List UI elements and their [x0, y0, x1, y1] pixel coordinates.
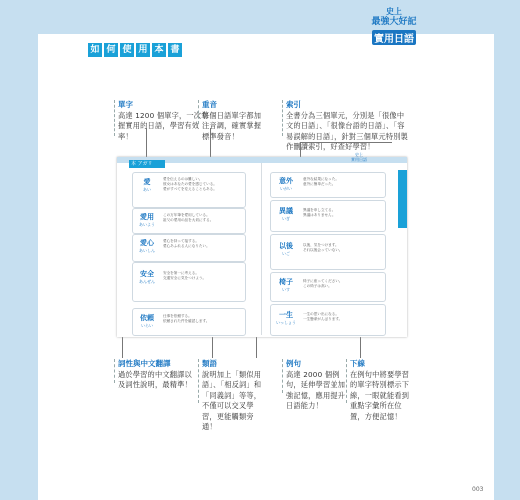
spread-logo-line: 實用日語: [351, 157, 367, 162]
page-title: [88, 43, 182, 57]
note-title: 詞性與中文翻譯: [118, 359, 171, 368]
note-text: 每個日語單字都加注音調，確實掌握標準發音！: [202, 110, 262, 141]
spread-side-tab: [398, 170, 407, 228]
note-accent: [202, 100, 268, 142]
example-sentence: 以後、気をつけます。: [303, 243, 339, 247]
word-card: [270, 234, 386, 270]
entry-word: 椅子: [279, 278, 293, 286]
entry-word: 愛用: [140, 213, 154, 221]
guide-line: [198, 359, 199, 403]
note-text: 高達 2000 個例句，延伸學習並加強記憶，應用提升日語能力！: [286, 369, 346, 410]
word-card: [132, 208, 246, 234]
word-card: [132, 234, 246, 262]
title-char: 書: [168, 43, 182, 57]
pointer-line: [300, 142, 392, 143]
entry-kana: いご: [282, 251, 290, 256]
note-underline: [350, 359, 414, 422]
note-word: [118, 100, 210, 142]
word-card: [132, 262, 246, 302]
note-title: 索引: [286, 100, 301, 109]
note-pos: [118, 359, 194, 391]
entry-kana: いがい: [280, 186, 292, 191]
example-sentence: 異議はありません。: [303, 213, 336, 217]
example-sentence: 一生懸命がんばります。: [303, 317, 343, 321]
logo-line-3: 實用日語: [372, 30, 416, 45]
example-sentence: 椅子に座ってください。: [303, 279, 343, 283]
entry-word: 依頼: [140, 314, 154, 322]
word-card: [270, 304, 386, 336]
word-card: [270, 172, 386, 198]
entry-kana: あいしん: [139, 248, 155, 253]
guide-line: [114, 359, 115, 383]
entry-word: 愛: [143, 178, 151, 186]
spread-logo: [344, 152, 374, 166]
title-char: 如: [88, 43, 102, 57]
note-text: 在例句中將要學習的單字特別標示下線，一眼就能看到重點字彙所在位置，方便記憶！: [350, 369, 410, 421]
note-title: 下線: [350, 359, 365, 368]
entry-word: 一生: [279, 311, 293, 319]
note-title: 重音: [202, 100, 217, 109]
guide-line: [198, 100, 199, 124]
note-title: 例句: [286, 359, 301, 368]
title-char: 本: [152, 43, 166, 57]
example-sentence: この椅子は高い。: [303, 284, 332, 288]
example-sentence: この万年筆を愛用している。: [163, 213, 210, 217]
entry-word: 意外: [279, 177, 293, 185]
entry-word: 愛心: [140, 239, 154, 247]
note-title: 類語: [202, 359, 217, 368]
guide-line: [346, 359, 347, 403]
note-index: [286, 100, 410, 153]
example-sentence: 安全を第一に考える。: [163, 271, 199, 275]
example-sentence: 意外に簡単だった。: [303, 182, 336, 186]
entry-word: 安全: [140, 270, 154, 278]
book-logo: [358, 6, 430, 45]
title-char: 何: [104, 43, 118, 57]
word-card: [270, 272, 386, 302]
logo-line-1: 史上: [386, 7, 402, 16]
note-text: 高達 1200 個單字，一次掌握實用的日語，學習有效率！: [118, 110, 209, 141]
spread-tab: 本 アガリ: [129, 160, 165, 168]
example-sentence: 意外な結果になった。: [303, 177, 339, 181]
example-sentence: 愛心あふれる人になりたい。: [163, 244, 210, 248]
example-sentence: 祖父の愛用の品を大切にする。: [163, 218, 214, 222]
note-related: [202, 359, 264, 433]
note-example: [286, 359, 346, 412]
entry-kana: あんぜん: [139, 279, 155, 284]
example-sentence: 彼女はあなたの愛を感じている。: [163, 182, 217, 186]
example-sentence: 愛がすべてを変えることもある。: [163, 187, 217, 191]
header-band: [0, 0, 520, 34]
example-sentence: 一生の思い出になる。: [303, 312, 339, 316]
right-margin-band: [494, 34, 520, 500]
example-sentence: 愛を伝えるのは難しい。: [163, 177, 203, 181]
entry-word: 異議: [279, 207, 293, 215]
note-text: 全書分為三個單元，分別是「很像中文的日語」、「很像台語的日語」、「容易誤解的日語」，針對三個單元特別製作刪讀索引，好查好學習！: [286, 110, 408, 151]
guide-line: [282, 359, 283, 393]
note-text: 說明加上「類似用語」、「相反詞」和「同義詞」等等，不僅可以交叉學習，更能觸類旁通！: [202, 369, 262, 431]
entry-word: 以後: [279, 242, 293, 250]
example-sentence: 仕事を依頼する。: [163, 314, 192, 318]
entry-kana: いぎ: [282, 216, 290, 221]
note-title: 單字: [118, 100, 133, 109]
example-sentence: それ以後会っていない。: [303, 248, 343, 252]
entry-kana: いす: [282, 287, 290, 292]
word-card: [132, 308, 246, 336]
guide-line: [282, 100, 283, 136]
example-sentence: 依頼された件を確認します。: [163, 319, 210, 323]
left-margin-band: [0, 34, 38, 500]
entry-kana: あい: [143, 187, 151, 192]
spread-fold: [261, 163, 262, 335]
entry-kana: いっしょう: [276, 320, 296, 325]
entry-kana: いらい: [141, 323, 153, 328]
page-number: 003: [472, 486, 484, 493]
example-sentence: 愛心を持って接する。: [163, 239, 199, 243]
title-char: 使: [120, 43, 134, 57]
note-text: 過於學習的中文翻譯以及詞性說明，最精準！: [118, 369, 192, 389]
guide-line: [114, 100, 115, 136]
logo-line-2: 最強大好記: [371, 17, 417, 27]
title-char: 用: [136, 43, 150, 57]
entry-kana: あいよう: [139, 222, 155, 227]
word-card: [132, 172, 246, 208]
spread-logo-line: 史上: [355, 152, 363, 157]
example-sentence: 異議を申し立てる。: [303, 208, 336, 212]
word-card: [270, 200, 386, 232]
example-sentence: 交通安全に気をつけよう。: [163, 276, 207, 280]
